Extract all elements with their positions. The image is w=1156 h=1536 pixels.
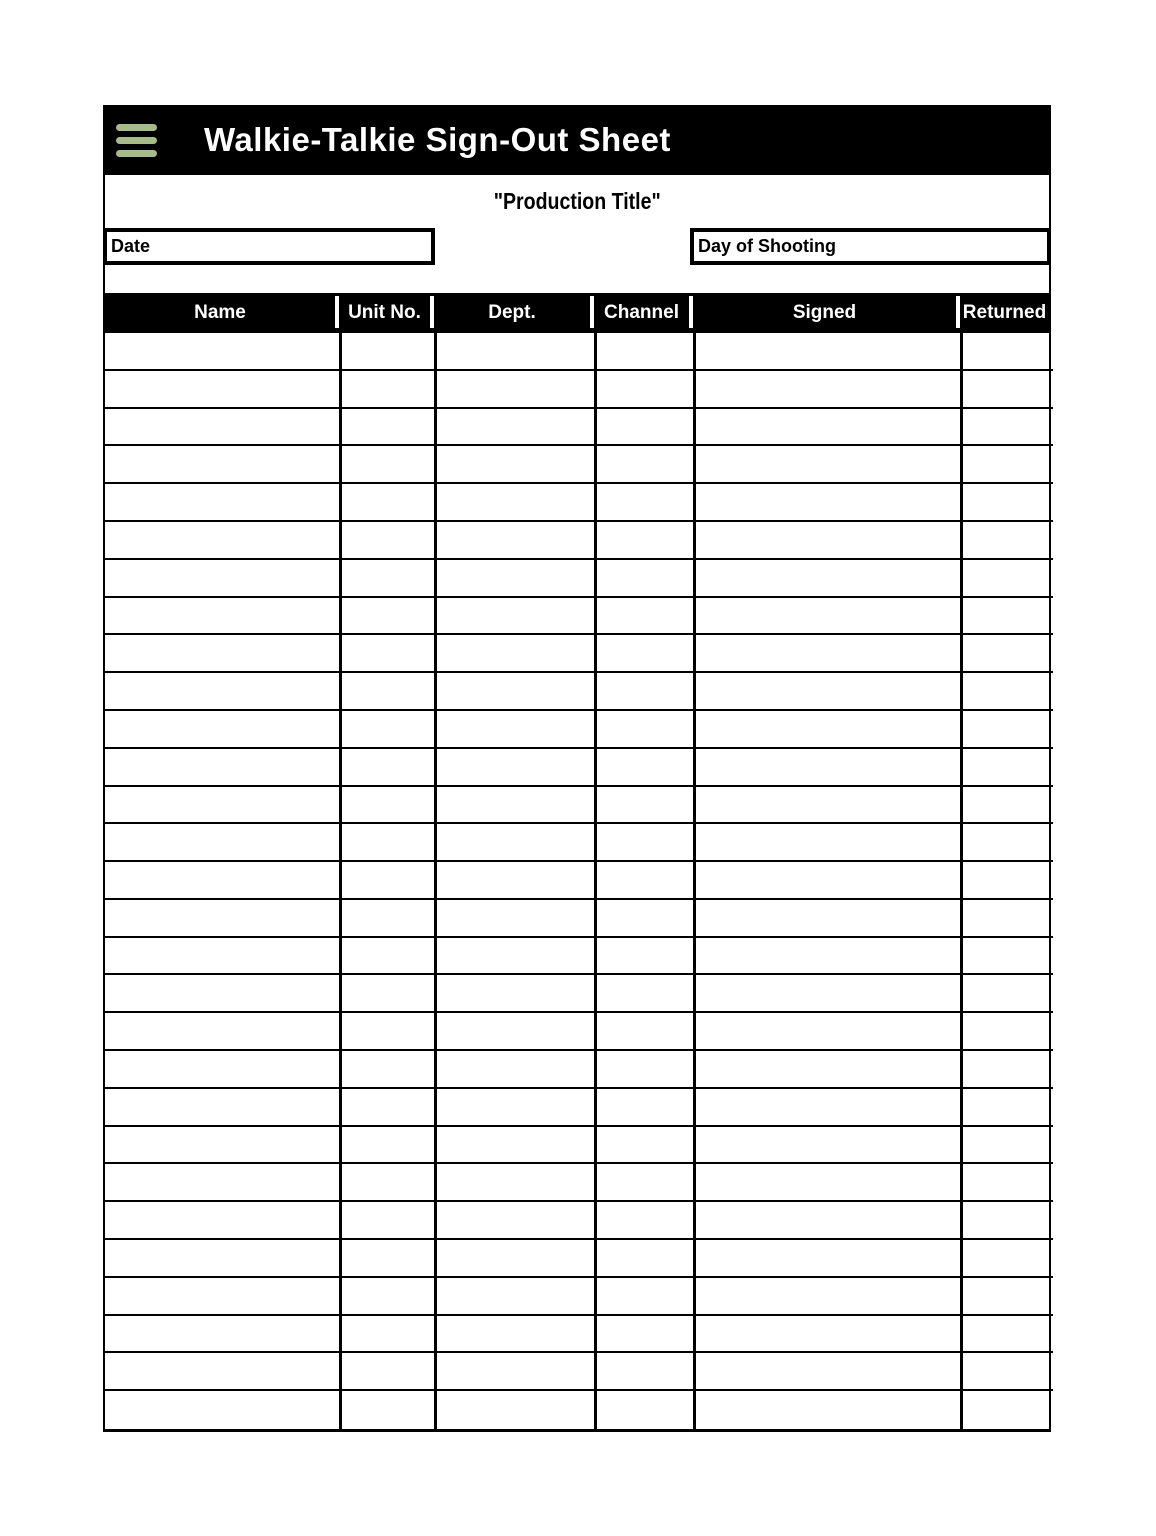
cell-channel[interactable] <box>594 446 693 482</box>
header-divider <box>956 296 960 328</box>
cell-returned[interactable] <box>960 371 1053 407</box>
table-row <box>105 446 1053 484</box>
cell-unit-no[interactable] <box>339 1013 434 1049</box>
day-of-shooting-field[interactable] <box>690 228 1051 265</box>
cell-dept[interactable] <box>434 1316 594 1352</box>
table-row <box>105 409 1053 447</box>
cell-unit-no[interactable] <box>339 1240 434 1276</box>
cell-returned[interactable] <box>960 1127 1053 1163</box>
table-row <box>105 333 1053 371</box>
cell-channel[interactable] <box>594 1278 693 1314</box>
table-row <box>105 975 1053 1013</box>
cell-name[interactable] <box>105 862 339 898</box>
cell-name[interactable] <box>105 635 339 671</box>
cell-unit-no[interactable] <box>339 560 434 596</box>
column-header-name: Name <box>194 302 246 323</box>
cell-returned[interactable] <box>960 1278 1053 1314</box>
cell-channel[interactable] <box>594 749 693 785</box>
cell-signed[interactable] <box>693 371 960 407</box>
table-row <box>105 1013 1053 1051</box>
cell-signed[interactable] <box>693 1089 960 1125</box>
cell-unit-no[interactable] <box>339 787 434 823</box>
table-row <box>105 711 1053 749</box>
cell-name[interactable] <box>105 900 339 936</box>
cell-channel[interactable] <box>594 560 693 596</box>
cell-unit-no[interactable] <box>339 1353 434 1389</box>
cell-signed[interactable] <box>693 824 960 860</box>
cell-dept[interactable] <box>434 1240 594 1276</box>
cell-signed[interactable] <box>693 1127 960 1163</box>
cell-unit-no[interactable] <box>339 371 434 407</box>
cell-unit-no[interactable] <box>339 1202 434 1238</box>
cell-signed[interactable] <box>693 522 960 558</box>
cell-dept[interactable] <box>434 1089 594 1125</box>
table-row <box>105 1278 1053 1316</box>
cell-signed[interactable] <box>693 749 960 785</box>
cell-name[interactable] <box>105 484 339 520</box>
cell-dept[interactable] <box>434 1164 594 1200</box>
table-row <box>105 1089 1053 1127</box>
cell-dept[interactable] <box>434 446 594 482</box>
cell-returned[interactable] <box>960 409 1053 445</box>
cell-dept[interactable] <box>434 862 594 898</box>
cell-returned[interactable] <box>960 1051 1053 1087</box>
cell-signed[interactable] <box>693 787 960 823</box>
cell-dept[interactable] <box>434 711 594 747</box>
table-row <box>105 522 1053 560</box>
cell-channel[interactable] <box>594 1202 693 1238</box>
cell-returned[interactable] <box>960 749 1053 785</box>
cell-returned[interactable] <box>960 333 1053 369</box>
cell-name[interactable] <box>105 711 339 747</box>
cell-unit-no[interactable] <box>339 1391 434 1429</box>
cell-channel[interactable] <box>594 598 693 634</box>
cell-returned[interactable] <box>960 1240 1053 1276</box>
hamburger-bar <box>116 124 157 131</box>
cell-name[interactable] <box>105 975 339 1011</box>
cell-dept[interactable] <box>434 333 594 369</box>
cell-signed[interactable] <box>693 711 960 747</box>
cell-dept[interactable] <box>434 635 594 671</box>
table-row <box>105 560 1053 598</box>
cell-name[interactable] <box>105 1013 339 1049</box>
cell-returned[interactable] <box>960 560 1053 596</box>
cell-channel[interactable] <box>594 1164 693 1200</box>
cell-unit-no[interactable] <box>339 522 434 558</box>
cell-returned[interactable] <box>960 1089 1053 1125</box>
table-row <box>105 598 1053 636</box>
cell-returned[interactable] <box>960 711 1053 747</box>
cell-signed[interactable] <box>693 938 960 974</box>
cell-returned[interactable] <box>960 522 1053 558</box>
cell-returned[interactable] <box>960 787 1053 823</box>
fields-row <box>103 228 1051 265</box>
production-title: "Production Title" <box>493 188 661 214</box>
cell-signed[interactable] <box>693 484 960 520</box>
cell-returned[interactable] <box>960 824 1053 860</box>
table-body <box>103 333 1051 1432</box>
cell-name[interactable] <box>105 446 339 482</box>
cell-name[interactable] <box>105 522 339 558</box>
cell-channel[interactable] <box>594 1240 693 1276</box>
cell-name[interactable] <box>105 333 339 369</box>
cell-signed[interactable] <box>693 1164 960 1200</box>
cell-channel[interactable] <box>594 409 693 445</box>
column-header-unit-no: Unit No. <box>348 302 421 323</box>
cell-unit-no[interactable] <box>339 635 434 671</box>
cell-signed[interactable] <box>693 673 960 709</box>
cell-name[interactable] <box>105 1391 339 1429</box>
cell-signed[interactable] <box>693 598 960 634</box>
cell-name[interactable] <box>105 1316 339 1352</box>
cell-unit-no[interactable] <box>339 975 434 1011</box>
cell-dept[interactable] <box>434 824 594 860</box>
cell-dept[interactable] <box>434 673 594 709</box>
cell-channel[interactable] <box>594 938 693 974</box>
cell-dept[interactable] <box>434 787 594 823</box>
cell-signed[interactable] <box>693 1316 960 1352</box>
cell-channel[interactable] <box>594 333 693 369</box>
column-header-signed: Signed <box>792 302 857 323</box>
cell-name[interactable] <box>105 598 339 634</box>
cell-channel[interactable] <box>594 1013 693 1049</box>
date-value[interactable] <box>150 232 431 261</box>
table-row <box>105 900 1053 938</box>
cell-name[interactable] <box>105 749 339 785</box>
cell-signed[interactable] <box>693 1353 960 1389</box>
hamburger-menu-icon <box>116 124 157 157</box>
cell-unit-no[interactable] <box>339 1278 434 1314</box>
table-row <box>105 371 1053 409</box>
cell-returned[interactable] <box>960 975 1053 1011</box>
cell-dept[interactable] <box>434 371 594 407</box>
cell-unit-no[interactable] <box>339 409 434 445</box>
cell-channel[interactable] <box>594 484 693 520</box>
table-row <box>105 749 1053 787</box>
cell-unit-no[interactable] <box>339 333 434 369</box>
cell-unit-no[interactable] <box>339 598 434 634</box>
cell-name[interactable] <box>105 673 339 709</box>
production-title-row <box>103 175 1051 228</box>
cell-returned[interactable] <box>960 900 1053 936</box>
cell-unit-no[interactable] <box>339 824 434 860</box>
header-divider <box>590 296 594 328</box>
cell-channel[interactable] <box>594 900 693 936</box>
cell-signed[interactable] <box>693 635 960 671</box>
cell-unit-no[interactable] <box>339 1164 434 1200</box>
table-row <box>105 484 1053 522</box>
cell-signed[interactable] <box>693 1278 960 1314</box>
cell-signed[interactable] <box>693 900 960 936</box>
cell-unit-no[interactable] <box>339 1127 434 1163</box>
cell-dept[interactable] <box>434 1013 594 1049</box>
day-of-shooting-label: Day of Shooting <box>698 236 836 256</box>
cell-channel[interactable] <box>594 1391 693 1429</box>
table-row <box>105 1353 1053 1391</box>
table-row <box>105 635 1053 673</box>
cell-channel[interactable] <box>594 1089 693 1125</box>
cell-dept[interactable] <box>434 484 594 520</box>
cell-signed[interactable] <box>693 1240 960 1276</box>
cell-unit-no[interactable] <box>339 1316 434 1352</box>
cell-returned[interactable] <box>960 1013 1053 1049</box>
cell-signed[interactable] <box>693 1013 960 1049</box>
cell-channel[interactable] <box>594 1316 693 1352</box>
cell-signed[interactable] <box>693 975 960 1011</box>
cell-unit-no[interactable] <box>339 446 434 482</box>
cell-channel[interactable] <box>594 1051 693 1087</box>
cell-signed[interactable] <box>693 333 960 369</box>
cell-name[interactable] <box>105 938 339 974</box>
cell-name[interactable] <box>105 1240 339 1276</box>
table-header-row <box>103 293 1051 333</box>
cell-channel[interactable] <box>594 787 693 823</box>
cell-dept[interactable] <box>434 1051 594 1087</box>
cell-name[interactable] <box>105 1353 339 1389</box>
cell-channel[interactable] <box>594 673 693 709</box>
cell-name[interactable] <box>105 1164 339 1200</box>
header-divider <box>335 296 339 328</box>
cell-returned[interactable] <box>960 938 1053 974</box>
cell-name[interactable] <box>105 1051 339 1087</box>
cell-dept[interactable] <box>434 1353 594 1389</box>
table-row <box>105 1051 1053 1089</box>
cell-signed[interactable] <box>693 862 960 898</box>
cell-signed[interactable] <box>693 1051 960 1087</box>
cell-dept[interactable] <box>434 900 594 936</box>
column-header-channel: Channel <box>604 302 679 323</box>
cell-unit-no[interactable] <box>339 900 434 936</box>
cell-channel[interactable] <box>594 824 693 860</box>
hamburger-bar <box>116 150 157 157</box>
cell-returned[interactable] <box>960 673 1053 709</box>
cell-signed[interactable] <box>693 409 960 445</box>
table-row <box>105 1316 1053 1354</box>
cell-dept[interactable] <box>434 938 594 974</box>
title-bar <box>103 105 1051 175</box>
cell-returned[interactable] <box>960 635 1053 671</box>
cell-name[interactable] <box>105 560 339 596</box>
cell-signed[interactable] <box>693 560 960 596</box>
cell-name[interactable] <box>105 1089 339 1125</box>
column-header-returned: Returned <box>962 302 1047 323</box>
cell-unit-no[interactable] <box>339 862 434 898</box>
cell-channel[interactable] <box>594 975 693 1011</box>
cell-dept[interactable] <box>434 1391 594 1429</box>
cell-channel[interactable] <box>594 711 693 747</box>
cell-channel[interactable] <box>594 371 693 407</box>
cell-returned[interactable] <box>960 446 1053 482</box>
day-of-shooting-value[interactable] <box>836 232 1047 261</box>
date-label: Date <box>111 236 151 256</box>
cell-signed[interactable] <box>693 446 960 482</box>
cell-channel[interactable] <box>594 635 693 671</box>
cell-dept[interactable] <box>434 560 594 596</box>
column-header-dept: Dept. <box>488 302 536 323</box>
cell-returned[interactable] <box>960 1391 1053 1429</box>
cell-channel[interactable] <box>594 1353 693 1389</box>
cell-dept[interactable] <box>434 409 594 445</box>
cell-returned[interactable] <box>960 1353 1053 1389</box>
spacer-row <box>103 265 1051 293</box>
date-field[interactable] <box>103 228 435 265</box>
table-row <box>105 1391 1053 1429</box>
cell-returned[interactable] <box>960 598 1053 634</box>
hamburger-bar <box>116 137 157 144</box>
cell-unit-no[interactable] <box>339 673 434 709</box>
table-row <box>105 673 1053 711</box>
cell-unit-no[interactable] <box>339 484 434 520</box>
header-divider <box>689 296 693 328</box>
cell-name[interactable] <box>105 1127 339 1163</box>
table-row <box>105 1127 1053 1165</box>
cell-name[interactable] <box>105 371 339 407</box>
sign-out-sheet <box>103 105 1051 1432</box>
cell-returned[interactable] <box>960 862 1053 898</box>
cell-name[interactable] <box>105 787 339 823</box>
cell-name[interactable] <box>105 1278 339 1314</box>
cell-signed[interactable] <box>693 1391 960 1429</box>
table-row <box>105 862 1053 900</box>
cell-unit-no[interactable] <box>339 1089 434 1125</box>
cell-name[interactable] <box>105 409 339 445</box>
table-row <box>105 938 1053 976</box>
cell-unit-no[interactable] <box>339 1051 434 1087</box>
cell-channel[interactable] <box>594 522 693 558</box>
cell-dept[interactable] <box>434 1127 594 1163</box>
header-divider <box>430 296 434 328</box>
cell-dept[interactable] <box>434 1278 594 1314</box>
cell-name[interactable] <box>105 824 339 860</box>
cell-returned[interactable] <box>960 484 1053 520</box>
table-row <box>105 787 1053 825</box>
cell-returned[interactable] <box>960 1164 1053 1200</box>
table-row <box>105 1202 1053 1240</box>
table-row <box>105 1164 1053 1202</box>
cell-dept[interactable] <box>434 1202 594 1238</box>
cell-unit-no[interactable] <box>339 749 434 785</box>
cell-dept[interactable] <box>434 522 594 558</box>
cell-channel[interactable] <box>594 862 693 898</box>
cell-dept[interactable] <box>434 598 594 634</box>
cell-name[interactable] <box>105 1202 339 1238</box>
cell-unit-no[interactable] <box>339 711 434 747</box>
cell-returned[interactable] <box>960 1202 1053 1238</box>
page-title: Walkie-Talkie Sign-Out Sheet <box>204 121 671 158</box>
cell-dept[interactable] <box>434 975 594 1011</box>
cell-returned[interactable] <box>960 1316 1053 1352</box>
table-row <box>105 824 1053 862</box>
cell-dept[interactable] <box>434 749 594 785</box>
cell-unit-no[interactable] <box>339 938 434 974</box>
cell-channel[interactable] <box>594 1127 693 1163</box>
table-row <box>105 1240 1053 1278</box>
cell-signed[interactable] <box>693 1202 960 1238</box>
